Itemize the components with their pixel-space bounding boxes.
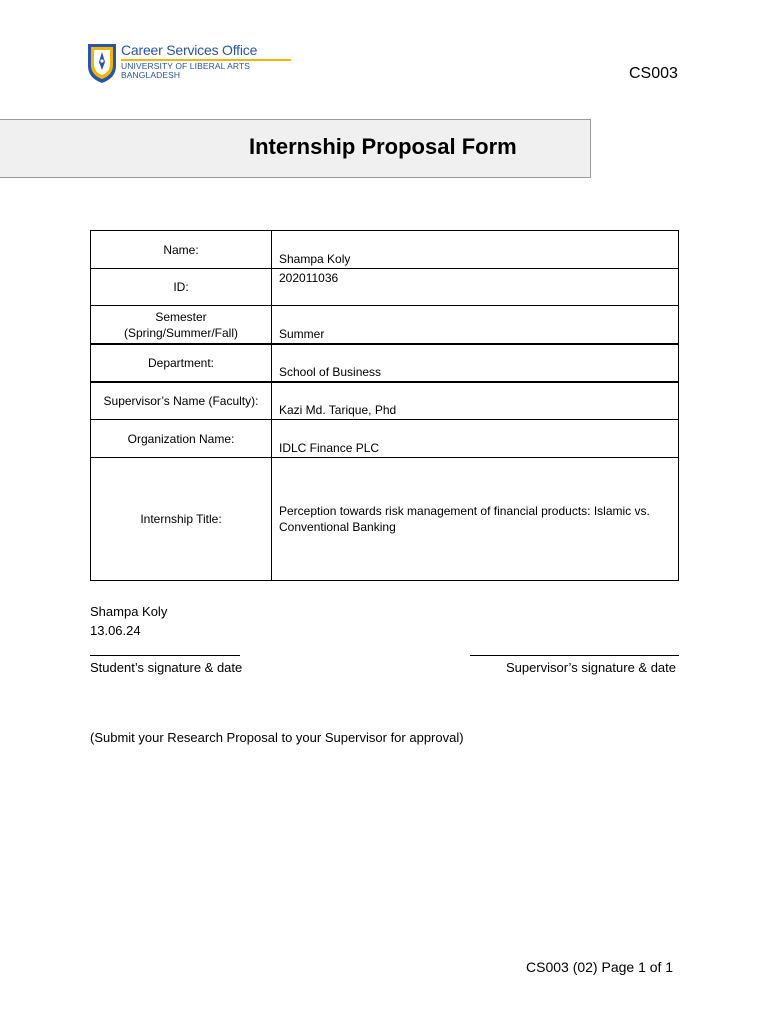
semester-value: Summer: [272, 306, 679, 345]
table-row-supervisor: [91, 382, 679, 420]
logo-subtitle-line1: UNIVERSITY OF LIBERAL ARTS: [121, 61, 251, 71]
supervisor-signature-line: [470, 655, 679, 656]
student-date: 13.06.24: [90, 623, 141, 638]
submission-note: (Submit your Research Proposal to your Supervisor for approval): [90, 730, 464, 745]
proposal-info-table: [90, 230, 679, 581]
organization-label: Organization Name:: [91, 420, 272, 458]
organization-value: IDLC Finance PLC: [272, 420, 679, 458]
student-signature-line: [90, 655, 240, 656]
semester-label: [91, 306, 272, 345]
logo-text: [121, 42, 291, 80]
student-name: Shampa Koly: [90, 604, 168, 619]
page-footer: CS003 (02) Page 1 of 1: [526, 959, 674, 975]
supervisor-label: Supervisor’s Name (Faculty):: [91, 382, 272, 420]
name-value: Shampa Koly: [272, 231, 679, 269]
internship-title-value: Perception towards risk management of financial products: Islamic vs. Conventional Banking: [272, 458, 679, 581]
university-logo: [86, 42, 291, 84]
page-title: Internship Proposal Form: [249, 134, 517, 159]
name-label: Name:: [91, 231, 272, 269]
table-row-id: [91, 269, 679, 306]
table-row-organization: [91, 420, 679, 458]
semester-label-line1: Semester: [155, 309, 207, 324]
table-row-internship-title: [91, 458, 679, 581]
logo-title: Career Services Office: [121, 42, 258, 58]
id-value: 202011036: [272, 269, 679, 306]
internship-title-label: Internship Title:: [91, 458, 272, 581]
supervisor-value: Kazi Md. Tarique, Phd: [272, 382, 679, 420]
logo-subtitle-line2: BANGLADESH: [121, 70, 181, 80]
table-row-name: [91, 231, 679, 269]
department-value: School of Business: [272, 344, 679, 382]
semester-label-line2: (Spring/Summer/Fall): [123, 325, 239, 340]
supervisor-signature-caption: Supervisor’s signature & date: [505, 660, 676, 675]
student-signature-caption: Student’s signature & date: [90, 660, 243, 675]
id-label: ID:: [91, 269, 272, 306]
university-crest-icon: [86, 42, 118, 84]
department-label: Department:: [91, 344, 272, 382]
table-row-department: [91, 344, 679, 382]
table-row-semester: [91, 306, 679, 345]
form-code: CS003: [629, 65, 678, 82]
